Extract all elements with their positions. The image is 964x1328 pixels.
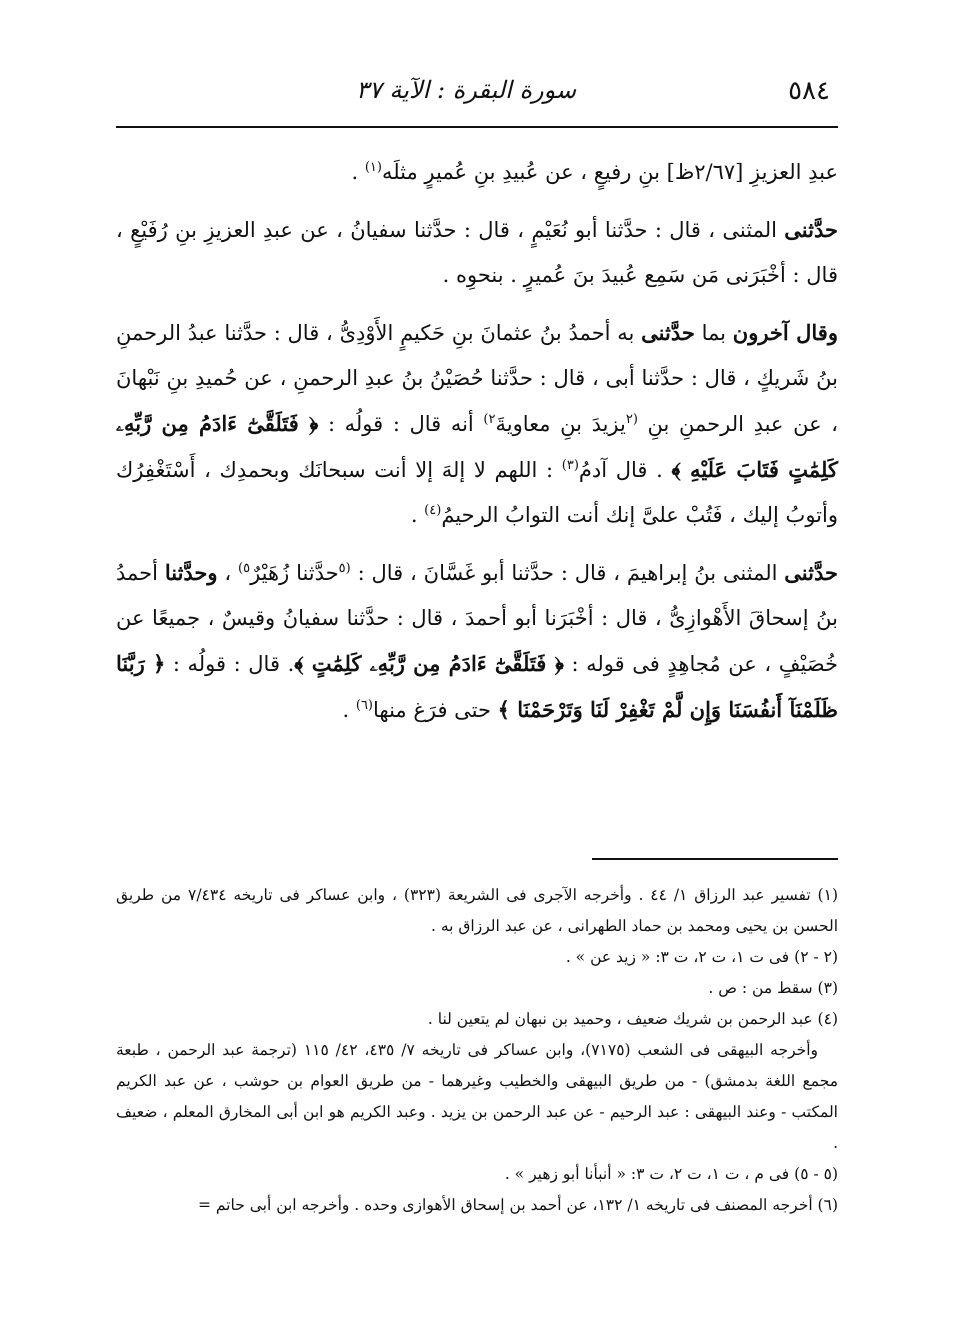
footnote-4-continued: وأخرجه البيهقى فى الشعب (٧١٧٥)، وابن عساكر فى تاريخه ٧/ ٤٣٥، ٤٢/ ١١٥ (ترجمة عبد الرحمن ، طبعة مجمع اللغة بدمشق) - من طريق البيهقى والخطيب وغيرهما - من طريق العوام بن حوشب ، عن عبد الكريم المكتب - وعند البيهقى : عبد الرحيم - عن عبد الرحمن بن يزيد . وعبد الكريم هو ابن أبى المخارق المعلم ، ضعيف .	[116, 1041, 838, 1152]
running-title: سورة البقرة : الآية ٣٧	[356, 76, 577, 104]
paragraph-1: عبدِ العزيزِ [٢/٦٧ظ] بنِ رفيعٍ ، عن عُبيدِ بنِ عُميرٍ مثلَه$^{(١)}$ .	[351, 160, 838, 184]
footnote-ref: (٣)	[561, 458, 579, 473]
quran-verse: ﴿ فَتَلَقَّىٰٓ ءَادَمُ مِن رَّبِّهِۦ كَلِمَٰتٍ ﴾	[294, 651, 564, 676]
header-rule	[116, 126, 838, 128]
footnote-ref: (٢	[625, 412, 638, 427]
quran-verse: ﴿ رَبَّنَا ظَلَمْنَآ أَنفُسَنَا وَإِن لَّمْ تَغْفِرْ لَنَا وَتَرْحَمْنَا ﴾	[116, 651, 838, 722]
paragraph-2: حدَّثنى المثنى ، قال : حدَّثنا أبو نُعَيْمٍ ، قال : حدَّثنا سفيانُ ، عن عبدِ العزيزِ بنِ رُفَيْعٍ ، قال : أخْبَرَنى مَن سَمِع عُبيدَ بنَ عُميرٍ . بنحوِه .	[116, 217, 838, 287]
main-text	[116, 150, 838, 745]
footnote-3: (٣) سقط من : ص .	[708, 979, 838, 997]
narration-lead: حدَّثنى	[784, 217, 838, 242]
page-number: ٥٨٤	[788, 76, 830, 106]
footnote-5: (٥ - ٥) فى م ، ت ١، ت ٢، ت ٣: « أنبأنا أبو زهير » .	[504, 1165, 838, 1183]
footnote-ref: (١)	[364, 160, 382, 175]
footnote-ref: (٦)	[355, 698, 373, 713]
footnote-ref: (٥	[338, 561, 351, 576]
narration-lead: حدَّثنى	[641, 320, 695, 345]
footnote-1: (١) تفسير عبد الرزاق ١/ ٤٤ . وأخرجه الآجرى فى الشريعة (٣٢٣) ، وابن عساكر فى تاريخه ٧/٤٣٤ من طريق الحسن بن يحيى ومحمد بن حماد الطهرانى ، عن عبد الرزاق به .	[116, 886, 838, 935]
footnote-2: (٢ - ٢) فى ت ١، ت ٢، ت ٣: « زيد عن » .	[565, 948, 838, 966]
page-header	[116, 70, 830, 110]
paragraph-4: حدَّثنى المثنى بنُ إبراهيمَ ، قال : حدَّثنا أبو غَسَّانَ ، قال : $^{(٥}$حدَّثنا زُهَيْرٌ$^{٥)}$ ، وحدَّثنا أحمدُ بنُ إسحاقَ الأَهْوازِىُّ ، قال : أخْبَرَنا أبو أحمدَ ، قال : حدَّثنا سفيانُ وقيسٌ ، جميعًا عن خُصَيْفٍ ، عن مُجاهِدٍ فى قوله : ﴿ فَتَلَقَّىٰٓ ءَادَمُ مِن رَّبِّهِۦ كَلِمَٰتٍ ﴾. قال : قولُه : ﴿ رَبَّنَا ظَلَمْنَآ أَنفُسَنَا وَإِن لَّمْ تَغْفِرْ لَنَا وَتَرْحَمْنَا ﴾ حتى فرَغ منها$^{(٦)}$ .	[116, 560, 838, 722]
footnote-6: (٦) أخرجه المصنف فى تاريخه ١/ ١٣٢، عن أحمد بن إسحاق الأهوازى وحده . وأخرجه ابن أبى حاتم =	[197, 1196, 838, 1214]
narration-lead: وقال آخرون	[732, 320, 838, 345]
narration-lead: وحدَّثنا	[164, 560, 218, 585]
footnote-ref: (٤)	[424, 503, 442, 518]
quran-verse: ﴿ فَتَلَقَّىٰٓ ءَادَمُ مِن رَّبِّهِۦ كَلِمَٰتٍ فَتَابَ عَلَيْهِ ﴾	[116, 411, 838, 482]
paragraph-3: وقال آخرون بما حدَّثنى به أحمدُ بنُ عثمانَ بنِ حَكيمٍ الأَوْدِىُّ ، قال : حدَّثنا عبدُ الرحمنِ بنُ شَريكٍ ، قال : حدَّثنا أبى ، قال : حدَّثنا حُصَيْنُ بنُ عبدِ الرحمنِ ، عن حُميدِ بنِ نَبْهانَ ، عن عبدِ الرحمنِ بنِ $^{(٢}$يزيدَ بنِ معاويةَ$^{٢)}$ أنه قال : قولُه : ﴿ فَتَلَقَّىٰٓ ءَادَمُ مِن رَّبِّهِۦ كَلِمَٰتٍ فَتَابَ عَلَيْهِ ﴾ . قال آدمُ$^{(٣)}$ : اللهم لا إلهَ إلا أنت سبحانَك وبحمدِك ، أَسْتَغْفِرُك وأتوبُ إليك ، فَتُبْ علىَّ إنك أنت التوابُ الرحيمُ$^{(٤)}$ .	[116, 320, 838, 527]
footnote-rule	[592, 858, 838, 860]
footnotes	[116, 880, 838, 1221]
footnote-4: (٤) عبد الرحمن بن شريك ضعيف ، وحميد بن نبهان لم يتعين لنا .	[427, 1010, 838, 1028]
footnote-ref: ٥)	[238, 561, 251, 576]
narration-lead: حدَّثنى	[784, 560, 838, 585]
footnote-ref: ٢)	[483, 412, 496, 427]
